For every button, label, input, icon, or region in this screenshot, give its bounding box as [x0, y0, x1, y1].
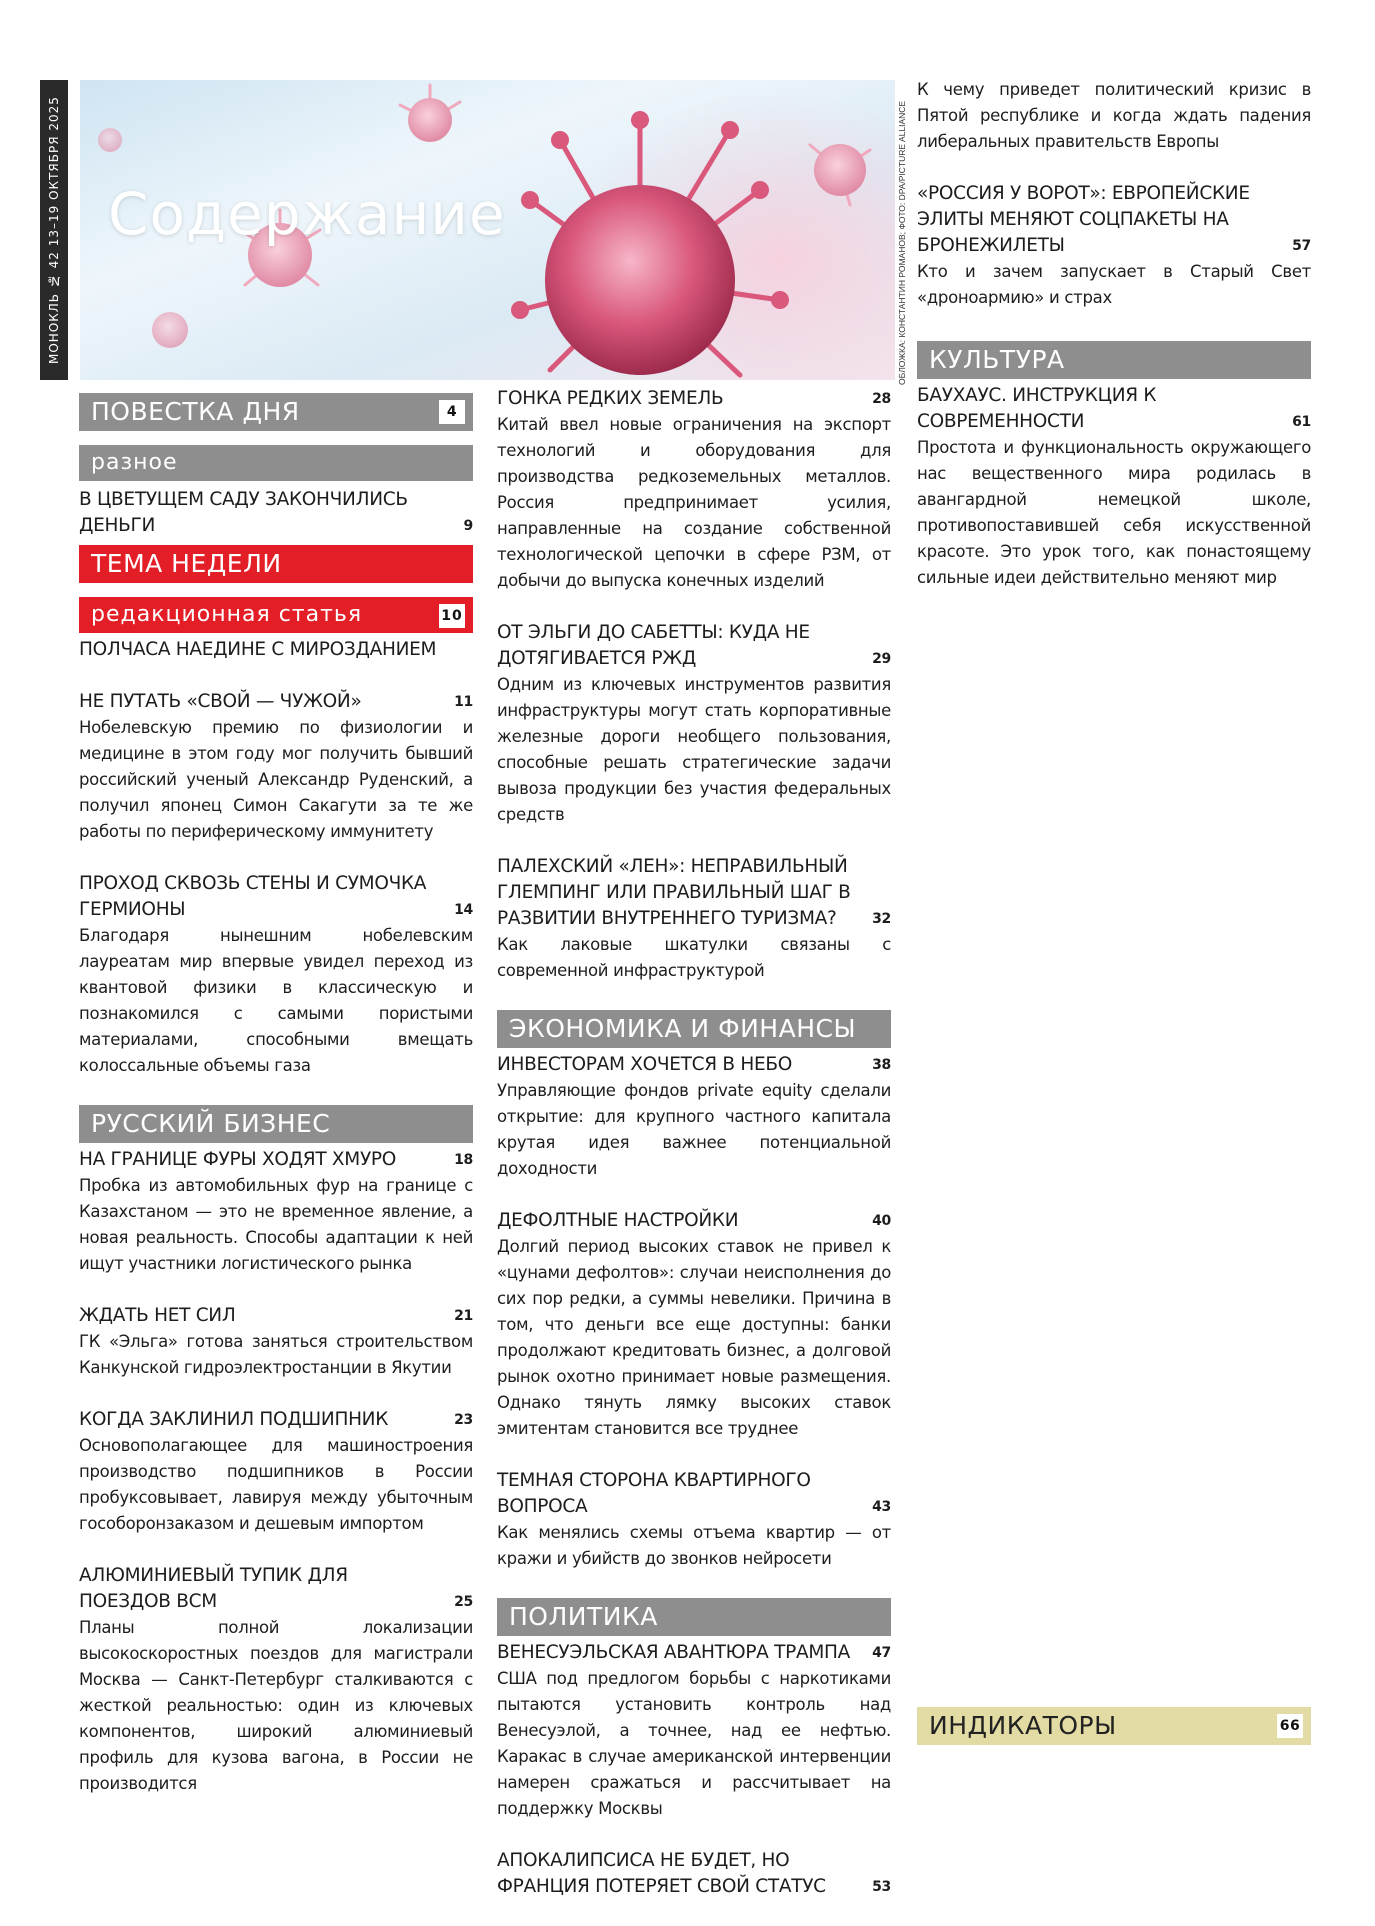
article-title	[79, 637, 473, 663]
article-page-number: 11	[454, 694, 473, 710]
article-lead: Благодаря нынешним нобелевским лауреатам мир впервые увидел переход из квантовой физики в классическую и познакомился с самыми пористыми материалами, способными вмещать колоссальные объемы газа	[79, 926, 473, 1075]
article-gonka[interactable]	[497, 386, 891, 594]
article-title	[497, 1640, 891, 1666]
article-lead: Как менялись схемы отъема квартир — от кражи и убийств до звонков нейросети	[497, 1523, 891, 1568]
article-sad[interactable]	[79, 487, 473, 539]
section-indikatory[interactable]	[917, 1707, 1311, 1745]
article-title-text: ИНВЕСТОРАМ ХОЧЕТСЯ В НЕБО	[497, 1054, 793, 1075]
cover-title: Содержание	[108, 180, 506, 248]
article-lead: Основополагающее для машиностроения производство подшипников в России пробуксовывает, лавируя между убыточным гособоронзаказом и дешевым импортом	[79, 1436, 473, 1533]
article-title-text: В ЦВЕТУЩЕМ САДУ ЗАКОНЧИЛИСЬ ДЕНЬГИ	[79, 489, 408, 536]
section-label: РУССКИЙ БИЗНЕС	[91, 1109, 331, 1138]
article-skvoz-steny[interactable]	[79, 871, 473, 1079]
article-lead: ГК «Эльга» готова заняться строительством Канкунской гидроэлектростанции в Якутии	[79, 1332, 473, 1377]
article-title	[79, 1407, 473, 1433]
article-page-number: 61	[1292, 414, 1311, 430]
article-page-number: 40	[872, 1213, 891, 1229]
cover-credit: ОБЛОЖКА: КОНСТАНТИН РОМАНОВ; ФОТО: DPA/PICTURE ALLIANCE	[897, 100, 907, 385]
article-lead: К чему приведет политический кризис в Пятой республике и когда ждать падения либеральных правительств Европы	[917, 80, 1311, 151]
article-title-text: АПОКАЛИПСИСА НЕ БУДЕТ, НО ФРАНЦИЯ ПОТЕРЯЕТ СВОЙ СТАТУС	[497, 1850, 826, 1897]
article-page-number: 18	[454, 1152, 473, 1168]
article-page-number: 47	[872, 1645, 891, 1661]
article-lead: Кто и зачем запускает в Старый Свет «дроноармию» и страх	[917, 262, 1311, 307]
article-title-text: ПОЛЧАСА НАЕДИНЕ С МИРОЗДАНИЕМ	[79, 639, 437, 660]
article-title-text: НЕ ПУТАТЬ «СВОЙ — ЧУЖОЙ»	[79, 691, 362, 712]
article-lead: Долгий период высоких ставок не привел к «цунами дефолтов»: случаи неисполнения до сих пор редки, а суммы невелики. Причина в том, что деньги все еще доступны: банки продолжают кредитовать бизнес, а долговой рынок охотно принимает новые размещения. Однако тянуть лямку высоких ставок эмитентам становится все труднее	[497, 1237, 891, 1438]
section-povestka-dnya[interactable]	[79, 393, 473, 431]
article-title-text: ПРОХОД СКВОЗЬ СТЕНЫ И СУМОЧКА ГЕРМИОНЫ	[79, 873, 427, 920]
article-title-text: БАУХАУС. ИНСТРУКЦИЯ К СОВРЕМЕННОСТИ	[917, 385, 1157, 432]
section-label: ИНДИКАТОРЫ	[929, 1711, 1117, 1740]
article-palekh[interactable]	[497, 854, 891, 984]
article-title-text: КОГДА ЗАКЛИНИЛ ПОДШИПНИК	[79, 1409, 389, 1430]
article-page-number: 28	[872, 391, 891, 407]
article-bauhaus[interactable]	[917, 383, 1311, 591]
section-page-number: 4	[439, 400, 465, 424]
article-page-number: 29	[872, 651, 891, 667]
article-title-text: НА ГРАНИЦЕ ФУРЫ ХОДЯТ ХМУРО	[79, 1149, 397, 1170]
article-page-number: 32	[872, 911, 891, 927]
article-investory[interactable]	[497, 1052, 891, 1182]
article-title-text: «РОССИЯ У ВОРОТ»: ЕВРОПЕЙСКИЕ ЭЛИТЫ МЕНЯЮТ СОЦПАКЕТЫ НА БРОНЕЖИЛЕТЫ	[917, 183, 1250, 256]
article-title	[497, 1848, 891, 1900]
article-lead: Планы полной локализации высокоскоростных поездов для магистрали Москва — Санкт-Петербург сталкиваются с жесткой реальностью: один из ключевых компонентов, широкий алюминиевый профиль для кузова вагона, в России не производится	[79, 1618, 473, 1793]
article-lead: Простота и функциональность окружающего нас вещественного мира родилась в авангардной немецкой школе, противопоставившей себя искусственной красоте. Это урок того, как понастоящему сильные идеи действительно меняют мир	[917, 438, 1311, 587]
article-title	[79, 487, 473, 539]
section-ekonomika[interactable]	[497, 1010, 891, 1048]
article-svoy-chuzhoy[interactable]	[79, 689, 473, 845]
article-page-number: 21	[454, 1308, 473, 1324]
article-title-text: ГОНКА РЕДКИХ ЗЕМЕЛЬ	[497, 388, 724, 409]
article-title	[497, 620, 891, 672]
contents-column-1	[79, 393, 473, 1823]
article-rossia-u-vorot[interactable]	[917, 181, 1311, 311]
article-fury[interactable]	[79, 1147, 473, 1277]
article-lead: Нобелевскую премию по физиологии и медицине в этом году мог получить бывший российский ученый Александр Руденский, а получил японец Симон Сакагути за те же работы по периферическому иммунитету	[79, 718, 473, 841]
section-label: ЭКОНОМИКА И ФИНАНСЫ	[509, 1014, 857, 1043]
article-title-text: АЛЮМИНИЕВЫЙ ТУПИК ДЛЯ ПОЕЗДОВ ВСМ	[79, 1565, 348, 1612]
article-title	[79, 1147, 473, 1173]
article-title	[497, 1052, 891, 1078]
article-title	[79, 1303, 473, 1329]
article-title	[79, 871, 473, 923]
article-lead: Китай ввел новые ограничения на экспорт технологий и оборудования для производства редкоземельных металлов. Россия предпринимает усилия, направленные на создание собственной технологической цепочки в сфере РЗМ, от добычи до выпуска конечных изделий	[497, 415, 891, 590]
article-page-number: 53	[872, 1879, 891, 1895]
article-title	[79, 1563, 473, 1615]
article-elga-sabetta[interactable]	[497, 620, 891, 828]
subsection-raznoe[interactable]	[79, 445, 473, 481]
article-title	[79, 689, 473, 715]
article-venesuela[interactable]	[497, 1640, 891, 1822]
masthead-issue-line: МОНОКЛЬ № 42 13–19 ОКТЯБРЯ 2025	[40, 80, 68, 380]
article-page-number: 9	[463, 518, 473, 534]
article-lead: Пробка из автомобильных фур на границе с Казахстаном — это не временное явление, а новая реальность. Способы адаптации к ней ищут участники логистического рынка	[79, 1176, 473, 1273]
article-title	[497, 854, 891, 932]
article-page-number: 23	[454, 1412, 473, 1428]
article-lead: Одним из ключевых инструментов развития инфраструктуры могут стать корпоративные железные дороги необщего пользования, способные решать стратегические задачи вывоза продукции без участия федеральных средств	[497, 675, 891, 824]
article-franciya-continued[interactable]	[917, 77, 1311, 155]
article-title	[917, 181, 1311, 259]
article-page-number: 43	[872, 1499, 891, 1515]
section-label: ПОЛИТИКА	[509, 1602, 658, 1631]
cover-image	[80, 80, 895, 380]
contents-column-3	[917, 77, 1311, 617]
section-politika[interactable]	[497, 1598, 891, 1636]
article-defolt[interactable]	[497, 1208, 891, 1442]
section-page-number: 10	[439, 604, 465, 628]
article-lead: Как лаковые шкатулки связаны с современной инфраструктурой	[497, 935, 891, 980]
section-label: КУЛЬТУРА	[929, 345, 1065, 374]
article-polchasa[interactable]	[79, 637, 473, 663]
subsection-label: редакционная статья	[91, 602, 363, 627]
article-title-text: ОТ ЭЛЬГИ ДО САБЕТТЫ: КУДА НЕ ДОТЯГИВАЕТСЯ РЖД	[497, 622, 810, 669]
article-title-text: ПАЛЕХСКИЙ «ЛЕН»: НЕПРАВИЛЬНЫЙ ГЛЕМПИНГ ИЛИ ПРАВИЛЬНЫЙ ШАГ В РАЗВИТИИ ВНУТРЕННЕГО ТУРИЗМА?	[497, 856, 851, 929]
section-tema-nedeli[interactable]	[79, 545, 473, 583]
section-kultura[interactable]	[917, 341, 1311, 379]
article-lead: США под предлогом борьбы с наркотиками пытаются установить контроль над Венесуэлой, а точнее, над ее нефтью. Каракас в случае американской интервенции намерен сражаться и рассчитывает на поддержку Москвы	[497, 1669, 891, 1818]
article-title-text: ВЕНЕСУЭЛЬСКАЯ АВАНТЮРА ТРАМПА	[497, 1642, 850, 1663]
article-page-number: 57	[1292, 238, 1311, 254]
article-title-text: ДЕФОЛТНЫЕ НАСТРОЙКИ	[497, 1210, 739, 1231]
article-title	[497, 1208, 891, 1234]
article-zhdat-net-sil[interactable]	[79, 1303, 473, 1381]
article-kvartira[interactable]	[497, 1468, 891, 1572]
section-russkiy-biznes[interactable]	[79, 1105, 473, 1143]
section-page-number: 66	[1277, 1714, 1303, 1738]
article-title	[497, 1468, 891, 1520]
article-page-number: 14	[454, 902, 473, 918]
article-alyuminiy[interactable]	[79, 1563, 473, 1797]
section-label: ТЕМА НЕДЕЛИ	[91, 549, 282, 578]
section-label: ПОВЕСТКА ДНЯ	[91, 397, 300, 426]
article-franciya[interactable]	[497, 1848, 891, 1900]
article-podshipnik[interactable]	[79, 1407, 473, 1537]
article-title	[497, 386, 891, 412]
contents-column-2	[497, 386, 891, 1926]
article-lead: Управляющие фондов private equity сделали открытие: для крупного частного капитала крутая идея важнее потенциальной доходности	[497, 1081, 891, 1178]
article-title-text: ТЕМНАЯ СТОРОНА КВАРТИРНОГО ВОПРОСА	[497, 1470, 811, 1517]
article-page-number: 38	[872, 1057, 891, 1073]
subsection-label: разное	[91, 450, 178, 475]
subsection-redaktsionnaya[interactable]	[79, 597, 473, 633]
article-title	[917, 383, 1311, 435]
article-title-text: ЖДАТЬ НЕТ СИЛ	[79, 1305, 236, 1326]
article-page-number: 25	[454, 1594, 473, 1610]
